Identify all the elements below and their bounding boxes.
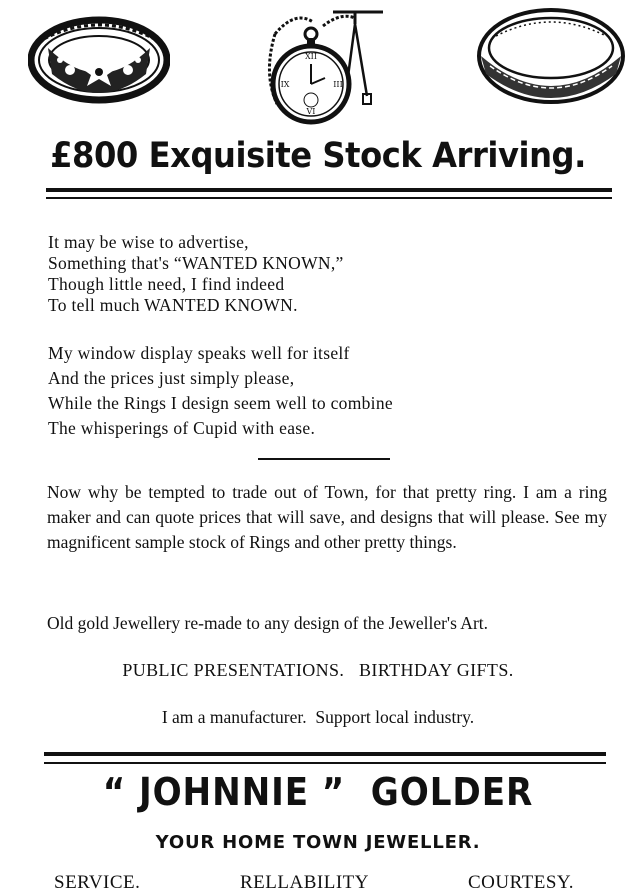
footer-rule-thick (44, 752, 606, 756)
footer-reliability: RELLABILITY (240, 872, 369, 893)
poem-line: While the Rings I design seem well to combine (48, 393, 393, 413)
headline-rule-thick (46, 188, 612, 192)
business-name: “ JOHNNIE ” GOLDER (102, 770, 534, 814)
manufacturer-line: I am a manufacturer. Support local industry. (161, 707, 475, 727)
svg-text:IX: IX (280, 80, 290, 89)
section-divider (258, 458, 390, 460)
presentations-line: PUBLIC PRESENTATIONS. BIRTHDAY GIFTS. (122, 660, 514, 680)
svg-text:XII: XII (304, 52, 318, 61)
svg-text:III: III (333, 80, 343, 89)
band-ring-illustration (476, 6, 626, 108)
sales-paragraph: Now why be tempted to trade out of Town, for that pretty ring. I am a ring maker and can quote prices that will save, and designs that will please. See my magnificent sample stock of Rings and other pretty things. (47, 482, 607, 552)
footer-service: SERVICE. (54, 872, 141, 893)
poem-line: Something that's “WANTED KNOWN,” (48, 253, 344, 273)
headline: £800 Exquisite Stock Arriving. (50, 136, 586, 176)
poem-line: It may be wise to advertise, (48, 232, 249, 252)
poem-line: The whisperings of Cupid with ease. (48, 418, 316, 438)
footer-rule-thin (44, 762, 606, 764)
poem-line: And the prices just simply please, (48, 368, 295, 388)
poem-stanza-one (48, 232, 344, 316)
poem-line: Though little need, I find indeed (48, 274, 285, 294)
svg-text:VI: VI (306, 107, 316, 116)
tagline: YOUR HOME TOWN JEWELLER. (155, 832, 481, 853)
poem-line: My window display speaks well for itself (48, 343, 350, 363)
footer-courtesy: COURTESY. (468, 872, 574, 893)
poem-stanza-two (48, 341, 393, 441)
remake-paragraph: Old gold Jewellery re-made to any design of the Jeweller's Art. (47, 613, 489, 633)
headline-rule-thin (46, 197, 612, 199)
poem-line: To tell much WANTED KNOWN. (48, 295, 298, 315)
signet-ring-illustration (28, 8, 170, 108)
pocket-watch-illustration (255, 4, 385, 132)
